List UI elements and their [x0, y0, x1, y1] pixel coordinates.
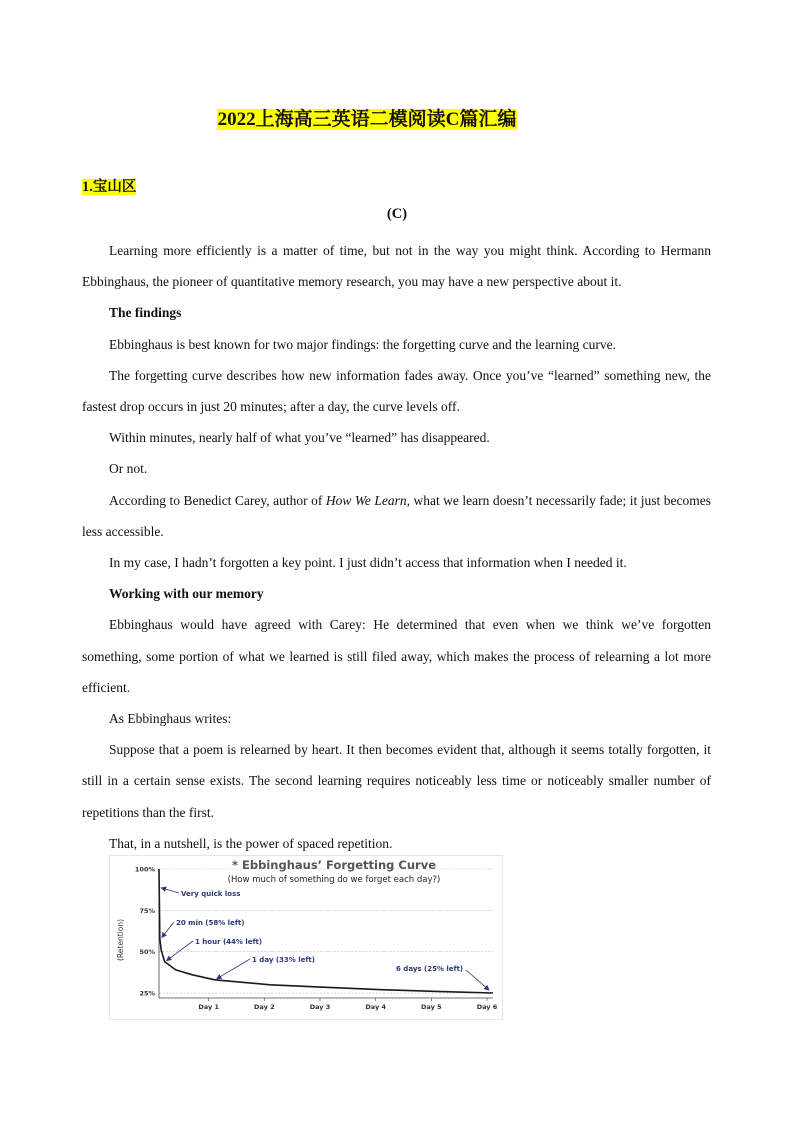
- curve-annotation: 1 day (33% left): [252, 956, 315, 964]
- paragraph: Ebbinghaus is best known for two major findings: the forgetting curve and the learning curve.: [109, 336, 617, 352]
- subheading: The findings: [109, 305, 182, 321]
- paragraph: Or not.: [109, 461, 148, 477]
- curve-annotation: 20 min (58% left): [176, 919, 245, 927]
- x-tick-label: Day 3: [309, 1003, 331, 1011]
- y-tick-label: 25%: [139, 989, 155, 998]
- curve-annotation: Very quick loss: [181, 890, 241, 898]
- chart-subtitle: (How much of something do we forget each day?): [227, 875, 441, 885]
- subheading: Working with our memory: [109, 586, 264, 602]
- forgetting-curve-chart: [109, 855, 503, 1020]
- paragraph: That, in a nutshell, is the power of spaced repetition.: [109, 835, 393, 851]
- x-tick-label: Day 4: [365, 1003, 386, 1011]
- x-tick-label: Day 1: [198, 1003, 219, 1011]
- x-tick-label: Day 5: [421, 1003, 442, 1011]
- y-tick-label: 75%: [139, 906, 155, 915]
- paragraph: In my case, I hadn’t forgotten a key point. I just didn’t access that information when I needed it.: [109, 555, 627, 571]
- y-tick-label: 50%: [139, 948, 155, 957]
- passage-mark: (C): [386, 206, 408, 222]
- curve-annotation: 6 days (25% left): [396, 965, 464, 973]
- paragraph: The forgetting curve describes how new information fades away. Once you’ve “learned” something new, the fastest drop occurs in just 20 minutes; after a day, the curve levels off.: [82, 367, 711, 415]
- book-title: How We Learn: [325, 492, 407, 508]
- paragraph: Learning more efficiently is a matter of time, but not in the way you might think. According to Hermann Ebbinghaus, the pioneer of quantitative memory research, you may have a new perspective about it.: [82, 243, 711, 290]
- passage-body: [82, 235, 711, 859]
- x-tick-label: Day 6: [476, 1003, 498, 1011]
- paragraph: Ebbinghaus would have agreed with Carey: He determined that even when we think we’ve forgotten something, some portion of what we learned is still filed away, which makes the process of relearning a lot more efficient.: [82, 617, 711, 695]
- x-tick-label: Day 2: [254, 1003, 275, 1011]
- curve-annotation: 1 hour (44% left): [195, 938, 263, 946]
- chart-title: * Ebbinghaus’ Forgetting Curve: [232, 858, 436, 872]
- y-axis-label: (Retention): [116, 918, 125, 962]
- paragraph: According to Benedict Carey, author of How We Learn, what we learn doesn’t necessarily fade; it just becomes less accessible.: [82, 492, 711, 539]
- paragraph: Suppose that a poem is relearned by heart. It then becomes evident that, although it seems totally forgotten, it still in a certain sense exists. The second learning requires noticeably less time or noticeably smaller number of repetitions than the first.: [82, 742, 711, 820]
- y-tick-label: 100%: [134, 865, 155, 874]
- document-title: 2022上海高三英语二模阅读C篇汇编: [217, 109, 517, 130]
- section-heading: 1.宝山区: [82, 179, 137, 195]
- paragraph: As Ebbinghaus writes:: [109, 711, 232, 727]
- paragraph: Within minutes, nearly half of what you’ve “learned” has disappeared.: [109, 430, 490, 446]
